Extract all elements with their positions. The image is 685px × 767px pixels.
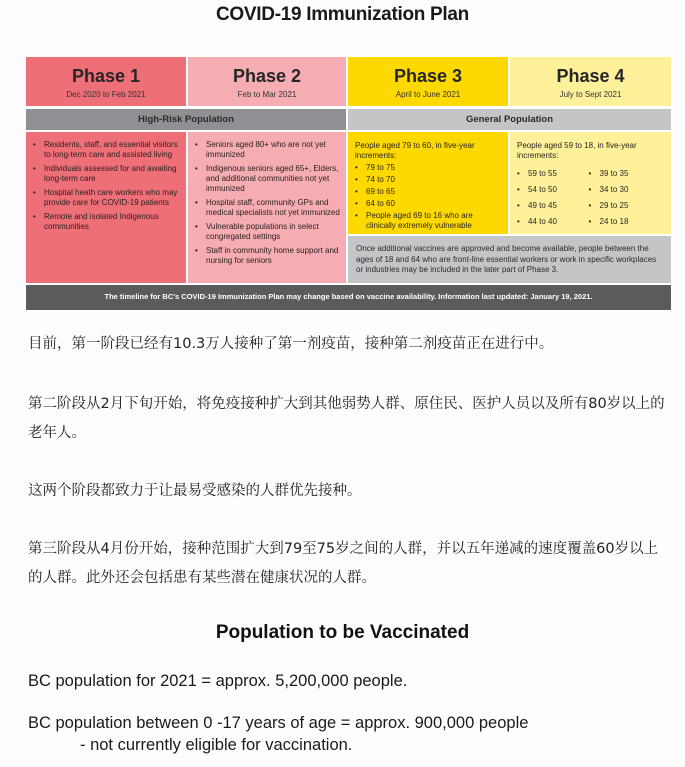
phase-1-header xyxy=(26,57,186,106)
phase-4-intro: People aged 59 to 18, in five-year increments: xyxy=(517,141,637,160)
paragraph-priority: 这两个阶段都致力于让最易受感染的人群优先接种。 xyxy=(28,483,362,499)
phase-1-item: • Residents, staff, and essential visitors to long-term care and assisted living xyxy=(44,140,180,160)
immunization-plan-grid xyxy=(26,57,671,310)
note-text: Once additional vaccines are approved and become available, people between the ages of 18 and 64 who are front-line essential workers or work in specific workplaces or industries may be included in the later part of Phase 3. xyxy=(356,244,657,274)
phase-4-item: • 39 to 35 xyxy=(600,169,672,179)
phase-3-item: • People aged 69 to 16 who are clinically extremely vulnerable xyxy=(366,211,488,231)
high-risk-population-bar: High-Risk Population xyxy=(26,109,346,130)
additional-vaccines-note xyxy=(348,236,671,283)
general-population-bar: General Population xyxy=(348,109,671,130)
phase-2-item: • Staff in community home support and nursing for seniors xyxy=(206,246,340,266)
bc-population-2021: BC population for 2021 = approx. 5,200,000 people. xyxy=(28,672,408,690)
paragraph-phase1-status: 目前，第一阶段已经有10.3万人接种了第一剂疫苗，接种第二剂疫苗正在进行中。 xyxy=(28,336,554,352)
phase-1-item: • Individuals assessed for and awaiting long-term care xyxy=(44,164,180,184)
phase-1-dates: Dec 2020 to Feb 2021 xyxy=(66,90,146,99)
phase-3-dates: April to June 2021 xyxy=(395,90,461,99)
phase-2-item: • Indigenous seniors aged 65+, Elders, and additional communities not yet immunized xyxy=(206,164,340,194)
phase-4-name: Phase 4 xyxy=(556,66,625,86)
phase-3-content xyxy=(348,132,508,234)
phase-4-dates: July to Sept 2021 xyxy=(559,90,622,99)
phase-1-item: • Hospital heath care workers who may provide care for COVID-19 patients xyxy=(44,188,180,208)
phase-3-header xyxy=(348,57,508,106)
phase-2-content xyxy=(188,132,346,283)
phase-3-intro: People aged 79 to 60, in five-year increments: xyxy=(355,141,475,160)
phase-4-content xyxy=(510,132,671,234)
phase-3-item: • 79 to 75 xyxy=(366,163,508,173)
paragraph-phase2-description: 第二阶段从2月下旬开始，将免疫接种扩大到其他弱势人群、原住民、医护人员以及所有80岁以上的老年人。 xyxy=(28,396,665,441)
phase-4-item: • 54 to 50 xyxy=(528,185,600,195)
paragraph-phase3-description: 第三阶段从4月份开始，接种范围扩大到79至75岁之间的人群，并以五年递减的速度覆盖60岁以上的人群。此外还会包括患有某些潜在健康状况的人群。 xyxy=(28,541,659,586)
phase-2-name: Phase 2 xyxy=(232,66,302,86)
phase-3-item: • 64 to 60 xyxy=(366,199,508,209)
phase-1-name: Phase 1 xyxy=(71,66,141,86)
phase-4-item: • 34 to 30 xyxy=(600,185,672,195)
phase-4-item: • 49 to 45 xyxy=(528,201,600,211)
bc-population-0-17: BC population between 0 -17 years of age = approx. 900,000 people xyxy=(28,714,529,732)
infographic-title: COVID-19 Immunization Plan xyxy=(216,4,469,25)
timeline-footer: The timeline for BC's COVID-19 Immunization Plan may change based on vaccine availability. Information last updated: January 19, 2021. xyxy=(26,285,671,310)
not-eligible-note: - not currently eligible for vaccination. xyxy=(80,736,353,754)
phase-4-header xyxy=(510,57,671,106)
phase-2-item: • Seniors aged 80+ who are not yet immunized xyxy=(206,140,340,160)
phase-2-header xyxy=(188,57,346,106)
phase-2-dates: Feb to Mar 2021 xyxy=(237,90,297,99)
phase-1-content xyxy=(26,132,186,283)
phase-3-item: • 74 to 70 xyxy=(366,175,508,185)
phase-4-item: • 59 to 55 xyxy=(528,169,600,179)
phase-3-item: • 69 to 65 xyxy=(366,187,508,197)
population-title: Population to be Vaccinated xyxy=(215,622,470,643)
phase-1-item: • Remote and isolated Indigenous communities xyxy=(44,212,180,232)
phase-2-item: • Vulnerable populations in select congregated settings xyxy=(206,222,340,242)
phase-3-name: Phase 3 xyxy=(393,66,463,86)
phase-4-item: • 24 to 18 xyxy=(600,217,672,227)
phase-4-item: • 44 to 40 xyxy=(528,217,600,227)
phase-4-item: • 29 to 25 xyxy=(600,201,672,211)
phase-2-item: • Hospital staff, community GPs and medical specialists not yet immunized xyxy=(206,198,340,218)
